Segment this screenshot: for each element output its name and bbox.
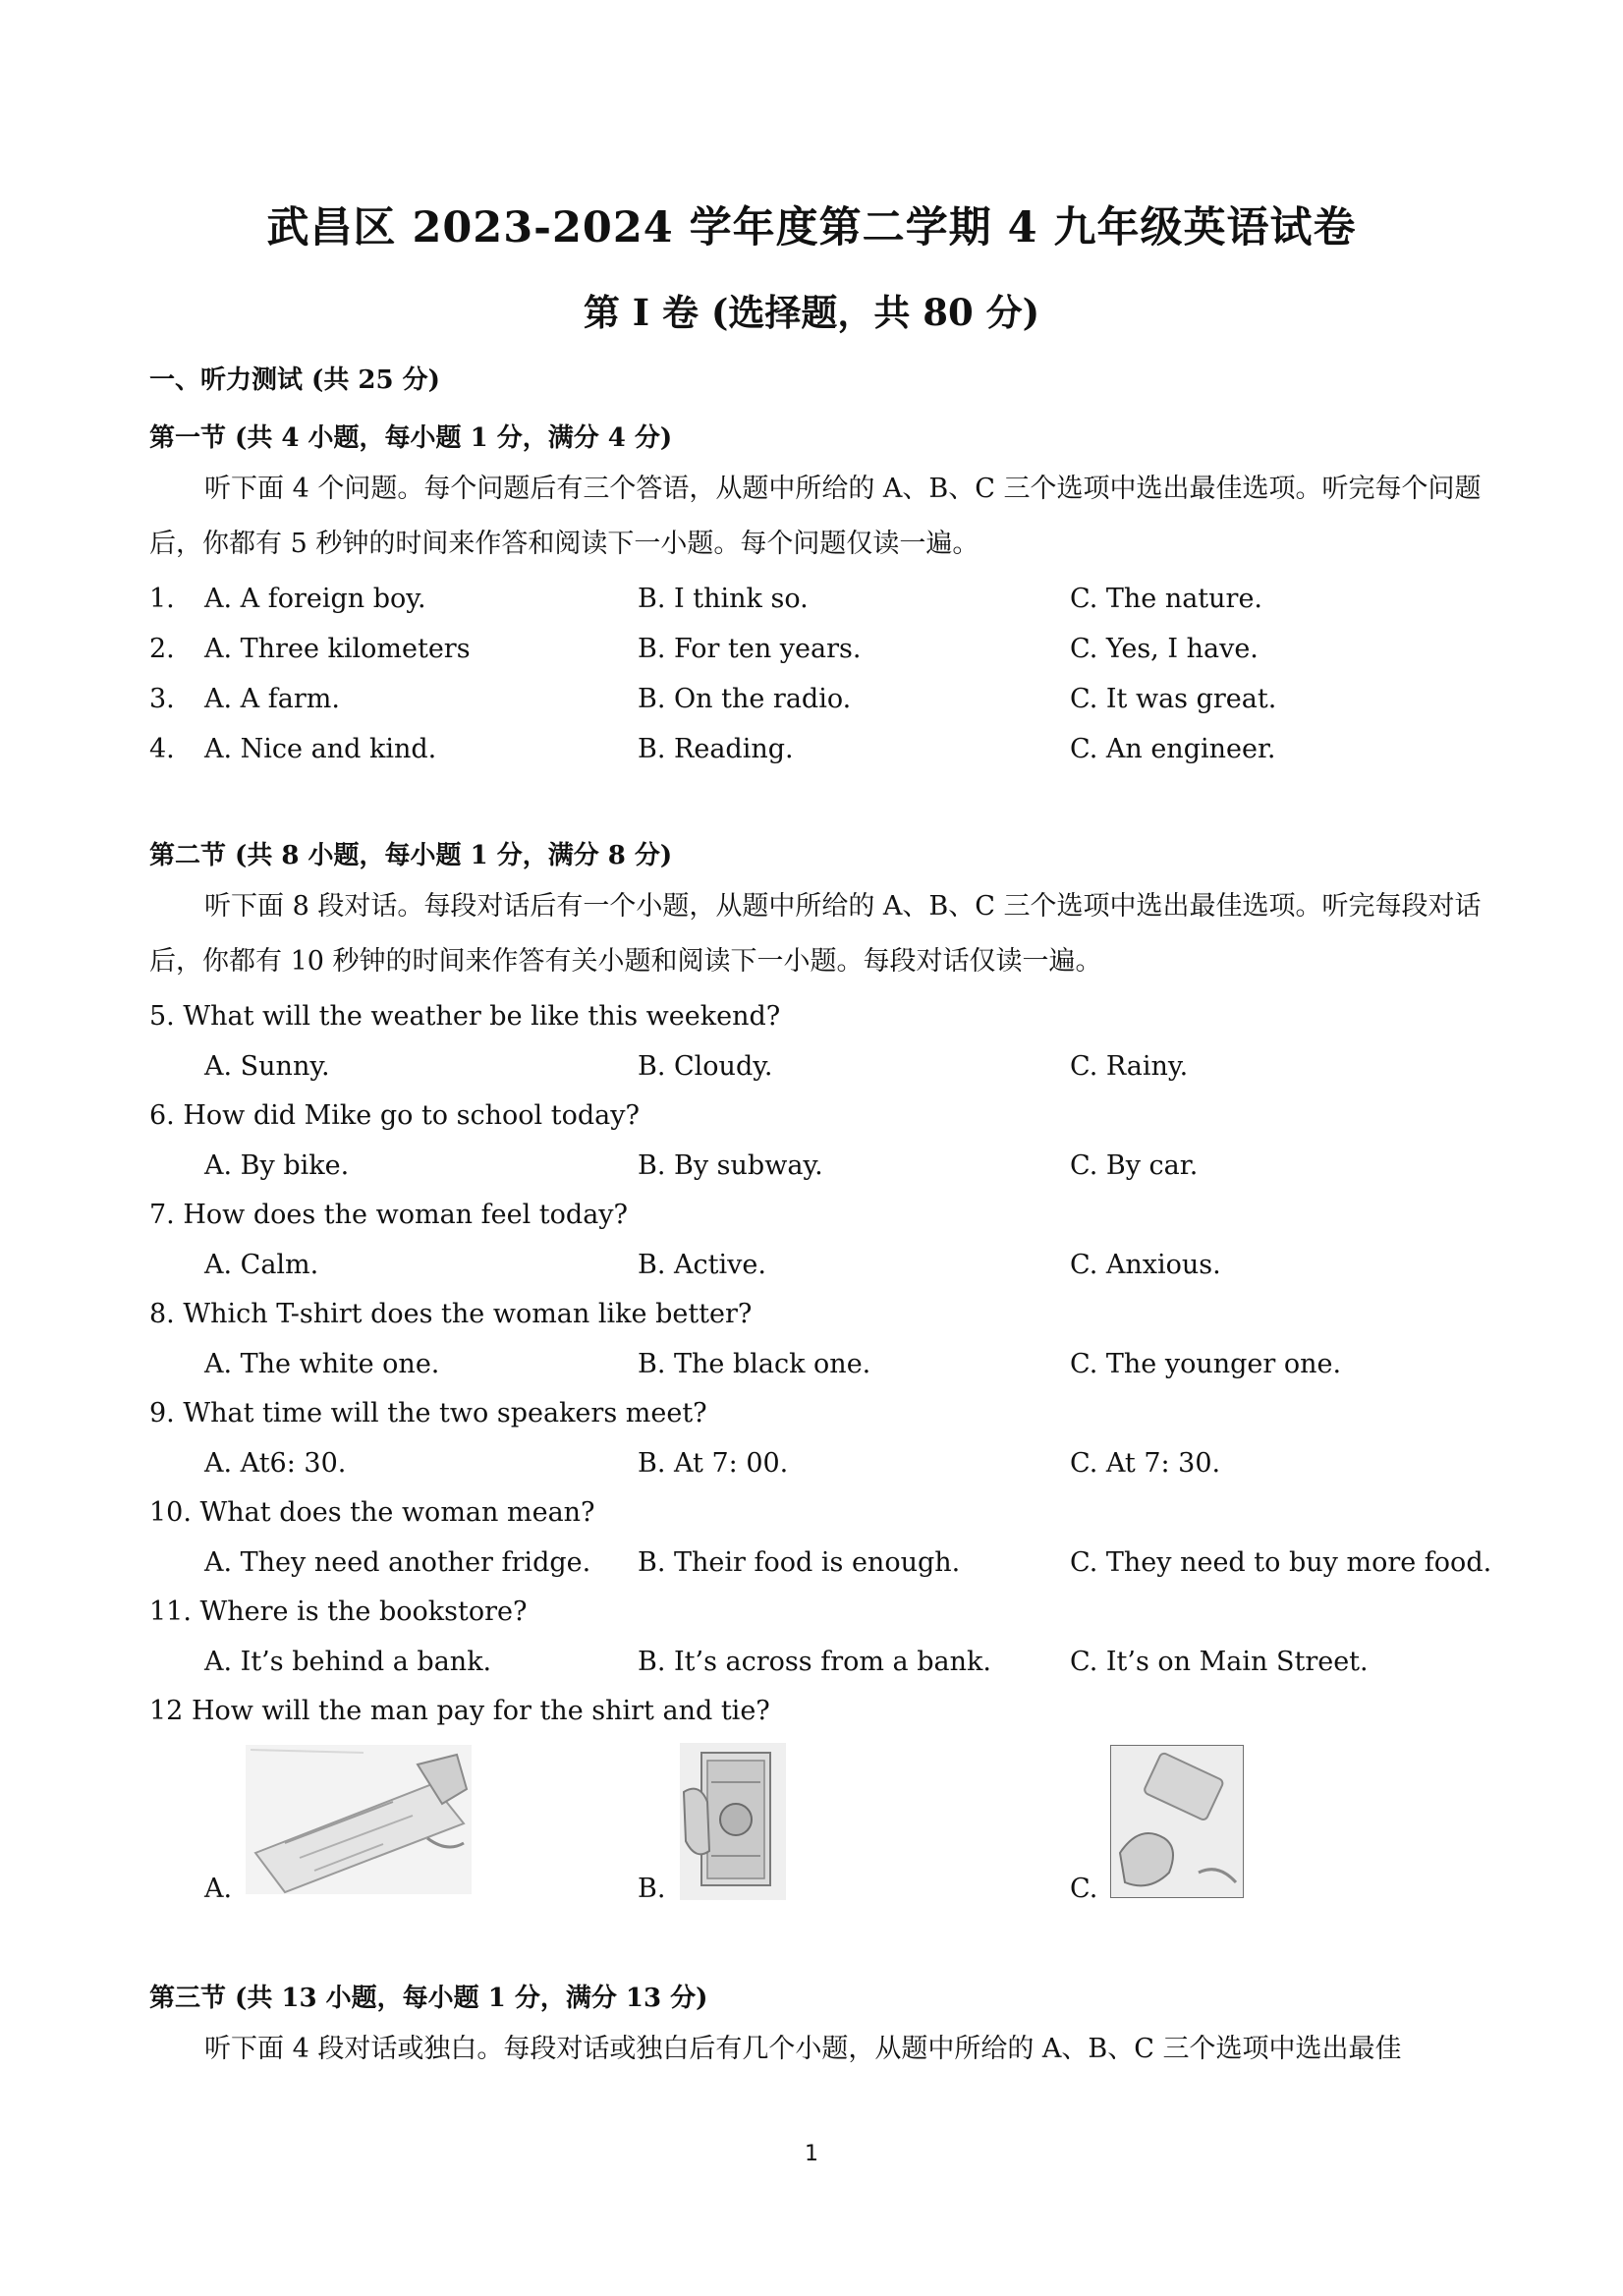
- question-number: 4.: [149, 734, 175, 764]
- option-b: B. I think so.: [638, 584, 809, 614]
- option-b: B. For ten years.: [638, 634, 862, 664]
- option-c: C. Yes, I have.: [1070, 634, 1259, 664]
- option-b: B. By subway.: [638, 1150, 823, 1181]
- option-a: A. Three kilometers: [204, 634, 471, 664]
- section3-heading: 第三节 (共 13 小题，每小题 1 分，满分 13 分): [149, 1984, 708, 2013]
- credit-card-icon: [1110, 1745, 1244, 1898]
- option-c: C. At 7: 30.: [1070, 1448, 1221, 1479]
- option-c: C. An engineer.: [1070, 734, 1276, 764]
- question-stem: 6. How did Mike go to school today?: [149, 1100, 640, 1131]
- section2-heading: 第二节 (共 8 小题，每小题 1 分，满分 8 分): [149, 841, 673, 870]
- question-stem: 8. Which T-shirt does the woman like better?: [149, 1299, 753, 1329]
- option-a: A. A foreign boy.: [204, 584, 426, 614]
- question-stem: 12 How will the man pay for the shirt and tie?: [149, 1696, 770, 1726]
- section1-heading: 第一节 (共 4 小题，每小题 1 分，满分 4 分): [149, 423, 673, 453]
- check-icon: [246, 1745, 472, 1894]
- question-number: 1.: [149, 584, 175, 614]
- cash-payment-image: [680, 1743, 786, 1900]
- section3-instructions: 听下面 4 段对话或独白。每段对话或独白后有几个小题，从题中所给的 A、B、C 三个选项中选出最佳: [204, 2034, 1402, 2064]
- card-payment-image: [1110, 1745, 1244, 1898]
- option-a: A. Nice and kind.: [204, 734, 437, 764]
- option-b: B. Reading.: [638, 734, 794, 764]
- question-stem: 5. What will the weather be like this weekend?: [149, 1001, 781, 1032]
- option-c: C. It was great.: [1070, 684, 1277, 714]
- option-b: B.: [638, 1874, 666, 1904]
- section1-instructions: 听下面 4 个问题。每个问题后有三个答语，从题中所给的 A、B、C 三个选项中选出最佳选项。听完每个问题后，你都有 5 秒钟的时间来作答和阅读下一小题。每个问题仅读一遍。: [149, 474, 1482, 559]
- volume-subtitle: 第 I 卷 (选择题，共 80 分): [583, 291, 1040, 334]
- option-b: B. Cloudy.: [638, 1051, 773, 1082]
- exam-title: 武昌区 2023-2024 学年度第二学期 4 九年级英语试卷: [266, 203, 1357, 252]
- question-number: 2.: [149, 634, 175, 664]
- option-c: C.: [1070, 1874, 1098, 1904]
- part1-heading: 一、听力测试 (共 25 分): [149, 365, 440, 395]
- option-b: B. It’s across from a bank.: [638, 1647, 991, 1677]
- option-a: A. Sunny.: [204, 1051, 330, 1082]
- question-stem: 11. Where is the bookstore?: [149, 1596, 528, 1627]
- option-a: A. They need another fridge.: [204, 1547, 591, 1578]
- option-a: A. By bike.: [204, 1150, 350, 1181]
- option-a: A.: [204, 1874, 233, 1904]
- option-a: A. It’s behind a bank.: [204, 1647, 492, 1677]
- option-c: C. Rainy.: [1070, 1051, 1189, 1082]
- page-number: 1: [805, 2142, 818, 2166]
- question-stem: 10. What does the woman mean?: [149, 1497, 595, 1528]
- option-a: A. Calm.: [204, 1250, 319, 1280]
- option-a: A. At6: 30.: [204, 1448, 347, 1479]
- cash-icon: [680, 1743, 786, 1900]
- option-a: A. A farm.: [204, 684, 340, 714]
- question-stem: 7. How does the woman feel today?: [149, 1200, 629, 1230]
- question-stem: 9. What time will the two speakers meet?: [149, 1398, 707, 1428]
- option-b: B. On the radio.: [638, 684, 852, 714]
- question-number: 3.: [149, 684, 175, 714]
- section2-instructions: 听下面 8 段对话。每段对话后有一个小题，从题中所给的 A、B、C 三个选项中选出最佳选项。听完每段对话后，你都有 10 秒钟的时间来作答有关小题和阅读下一小题。每段对话仅读一遍。: [149, 891, 1482, 977]
- check-payment-image: [246, 1745, 472, 1894]
- option-b: B. The black one.: [638, 1349, 871, 1379]
- option-c: C. The younger one.: [1070, 1349, 1342, 1379]
- option-b: B. At 7: 00.: [638, 1448, 789, 1479]
- option-c: C. By car.: [1070, 1150, 1199, 1181]
- option-c: C. They need to buy more food.: [1070, 1547, 1492, 1578]
- option-b: B. Their food is enough.: [638, 1547, 961, 1578]
- option-a: A. The white one.: [204, 1349, 440, 1379]
- option-c: C. It’s on Main Street.: [1070, 1647, 1369, 1677]
- option-c: C. The nature.: [1070, 584, 1263, 614]
- option-b: B. Active.: [638, 1250, 766, 1280]
- option-c: C. Anxious.: [1070, 1250, 1221, 1280]
